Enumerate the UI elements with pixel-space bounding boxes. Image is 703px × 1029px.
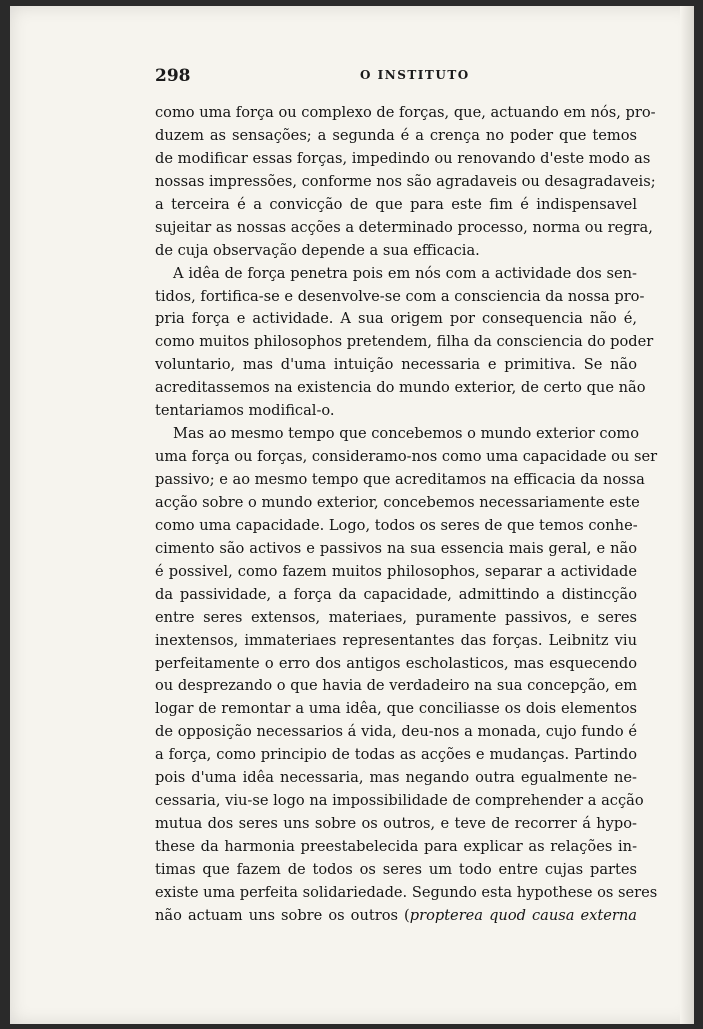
final-line-roman: não actuam uns sobre os outros (: [155, 906, 410, 924]
text-line: entre seres extensos, materiaes, puramente passivos, e seres: [155, 608, 637, 626]
page-edge-shadow: [680, 6, 694, 1024]
text-line: como muitos philosophos pretendem, filha da consciencia do poder: [155, 333, 654, 351]
text-line: como uma força ou complexo de forças, que, actuando em nós, pro-: [155, 104, 656, 121]
text-line: tidos, fortifica-se e desenvolve-se com a consciencia da nossa pro-: [155, 287, 645, 305]
body-text: [155, 102, 658, 928]
text-line: é possivel, como fazem muitos philosophos, separar a actividade: [155, 562, 637, 580]
text-line: ou desprezando o que havia de verdadeiro na sua concepção, em: [155, 677, 638, 695]
text-line: voluntario, mas d'uma intuição necessaria e primitiva. Se não: [155, 356, 637, 374]
text-line: existe uma perfeita solidariedade. Segundo esta hypothese os seres: [155, 883, 658, 901]
text-line: perfeitamente o erro dos antigos escholasticos, mas esquecendo: [155, 654, 637, 672]
text-line-final: [155, 905, 637, 928]
text-line: da passividade, a força da capacidade, admittindo a distincção: [155, 585, 637, 603]
text-line: pria força e actividade. A sua origem por consequencia não é,: [155, 310, 637, 328]
text-line: de cuja observação depende a sua efficacia.: [155, 241, 480, 259]
page-number: 298: [155, 66, 191, 86]
text-line: a força, como principio de todas as acções e mudanças. Partindo: [155, 746, 637, 764]
text-line: logar de remontar a uma idêa, que conciliasse os dois elementos: [155, 700, 637, 718]
text-line: cimento são activos e passivos na sua essencia mais geral, e não: [155, 539, 637, 557]
text-line: these da harmonia preestabelecida para explicar as relações in-: [155, 838, 637, 855]
text-line: acção sobre o mundo exterior, concebemos necessariamente este: [155, 493, 640, 511]
text-line: inextensos, immateriaes representantes das forças. Leibnitz viu: [155, 631, 637, 649]
text-line: A idêa de força penetra pois em nós com a actividade dos sen-: [173, 264, 637, 282]
text-line: Mas ao mesmo tempo que concebemos o mundo exterior como: [173, 425, 639, 443]
text-line: timas que fazem de todos os seres um todo entre cujas partes: [155, 860, 637, 878]
text-line: tentariamos modifical-o.: [155, 402, 335, 420]
text-line: passivo; e ao mesmo tempo que acreditamos na efficacia da nossa: [155, 471, 645, 488]
text-line: sujeitar as nossas acções a determinado processo, norma ou regra,: [155, 218, 653, 236]
text-line: pois d'uma idêa necessaria, mas negando outra egualmente ne-: [155, 769, 637, 787]
text-line: duzem as sensações; a segunda é a crença no poder que temos: [155, 126, 637, 144]
text-line: mutua dos seres uns sobre os outros, e teve de recorrer á hypo-: [155, 815, 637, 833]
running-head: O INSTITUTO: [360, 68, 470, 82]
text-line: cessaria, viu-se logo na impossibilidade de comprehender a acção: [155, 792, 644, 810]
text-line: de modificar essas forças, impedindo ou renovando d'este modo as: [155, 149, 651, 167]
text-line: a terceira é a convicção de que para este fim é indispensavel: [155, 195, 637, 213]
text-line: como uma capacidade. Logo, todos os seres de que temos conhe-: [155, 516, 638, 534]
final-line-italic: propterea quod causa externa: [409, 906, 637, 924]
text-line: uma força ou forças, consideramo-nos como uma capacidade ou ser: [155, 448, 658, 466]
text-line: nossas impressões, conforme nos são agradaveis ou desagradaveis;: [155, 172, 656, 190]
text-line: de opposição necessarios á vida, deu-nos a monada, cujo fundo é: [155, 723, 637, 741]
book-page: [10, 6, 694, 1024]
text-line: acreditassemos na existencia do mundo exterior, de certo que não: [155, 379, 646, 397]
page-header: [155, 66, 635, 88]
